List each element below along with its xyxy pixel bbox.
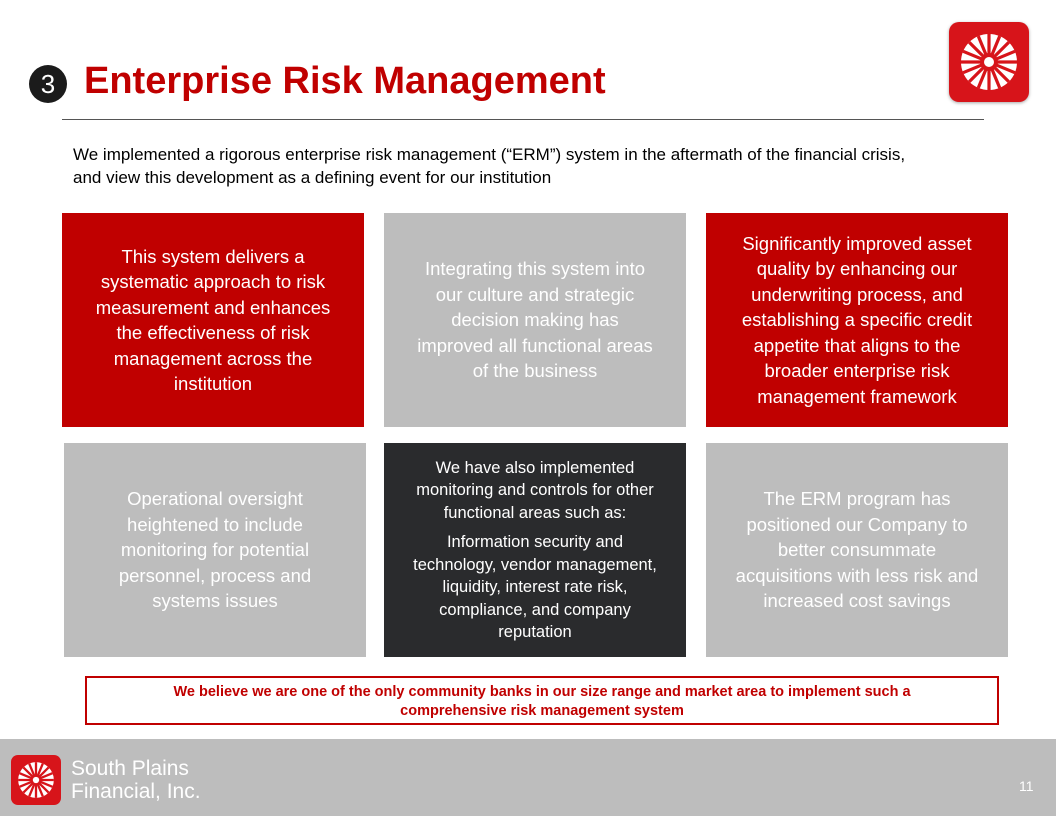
footer-bar	[0, 739, 1056, 816]
box-line: monitoring for potential	[120, 539, 310, 561]
box-line: measurement and enhances	[95, 296, 331, 318]
box-erm-program	[706, 443, 1008, 657]
box-line: monitoring and controls for other	[416, 481, 654, 499]
intro-line-1: We implemented a rigorous enterprise risk management (“ERM”) system in the aftermath of the financial crisis,	[73, 145, 906, 164]
box-line: The ERM program has	[763, 488, 951, 510]
box-line: positioned our Company to	[746, 513, 968, 535]
note-line-2: comprehensive risk management system	[400, 703, 684, 719]
box-line: personnel, process and	[118, 564, 312, 586]
callout-note	[85, 676, 999, 725]
company-name-line-2: Financial, Inc.	[71, 780, 201, 803]
box-line: management across the	[113, 347, 313, 369]
box-line: of the business	[472, 360, 598, 382]
box-line: management framework	[757, 385, 957, 407]
box-line: acquisitions with less risk and	[735, 564, 979, 586]
box-line: appetite that aligns to the	[753, 334, 961, 356]
box-line: This system delivers a	[121, 245, 305, 267]
box-monitoring-controls	[384, 443, 686, 657]
box-line: systematic approach to risk	[100, 271, 326, 292]
wheel-logo-icon	[15, 759, 57, 801]
box-line: compliance, and company	[439, 600, 631, 619]
box-line: increased cost savings	[763, 590, 951, 612]
note-line-1: We believe we are one of the only community banks in our size range and market area to implement such a	[173, 684, 911, 700]
box-line: reputation	[498, 623, 572, 641]
box-line: technology, vendor management,	[413, 555, 657, 574]
box-system-delivers	[62, 213, 364, 427]
box-line: heightened to include	[127, 513, 303, 535]
box-integrating-system	[384, 213, 686, 427]
box-line: decision making has	[451, 309, 619, 331]
box-line: institution	[173, 373, 253, 394]
box-line: Significantly improved asset	[742, 232, 972, 254]
box-line: better consummate	[777, 539, 937, 561]
intro-text	[73, 143, 1003, 189]
section-number-badge: 3	[29, 65, 67, 103]
box-line: quality by enhancing our	[756, 258, 958, 280]
company-name-line-1: South Plains	[71, 757, 189, 780]
box-line: We have also implemented	[435, 458, 635, 477]
box-line: liquidity, interest rate risk,	[442, 578, 628, 596]
company-logo	[949, 22, 1029, 102]
box-line: establishing a specific credit	[741, 309, 973, 331]
footer-logo	[11, 755, 61, 805]
page-number: 11	[1019, 778, 1034, 794]
title-divider	[62, 119, 984, 120]
box-line: Information security and	[446, 533, 624, 551]
box-heading	[416, 457, 654, 525]
box-line: Operational oversight	[127, 488, 303, 510]
box-line: underwriting process, and	[751, 283, 963, 305]
intro-line-2: and view this development as a defining event for our institution	[73, 168, 552, 187]
company-name	[71, 757, 201, 803]
wheel-logo-icon	[956, 29, 1022, 95]
box-body	[413, 531, 657, 644]
box-line: broader enterprise risk	[764, 360, 950, 382]
box-line: the effectiveness of risk	[116, 322, 310, 343]
page-title: Enterprise Risk Management	[84, 60, 606, 102]
box-line: our culture and strategic	[435, 283, 635, 305]
box-line: Integrating this system into	[424, 258, 646, 280]
box-line: improved all functional areas	[417, 334, 653, 356]
box-line: functional areas such as:	[443, 503, 627, 522]
box-operational-oversight	[64, 443, 366, 657]
box-line: systems issues	[152, 590, 278, 612]
box-asset-quality	[706, 213, 1008, 427]
